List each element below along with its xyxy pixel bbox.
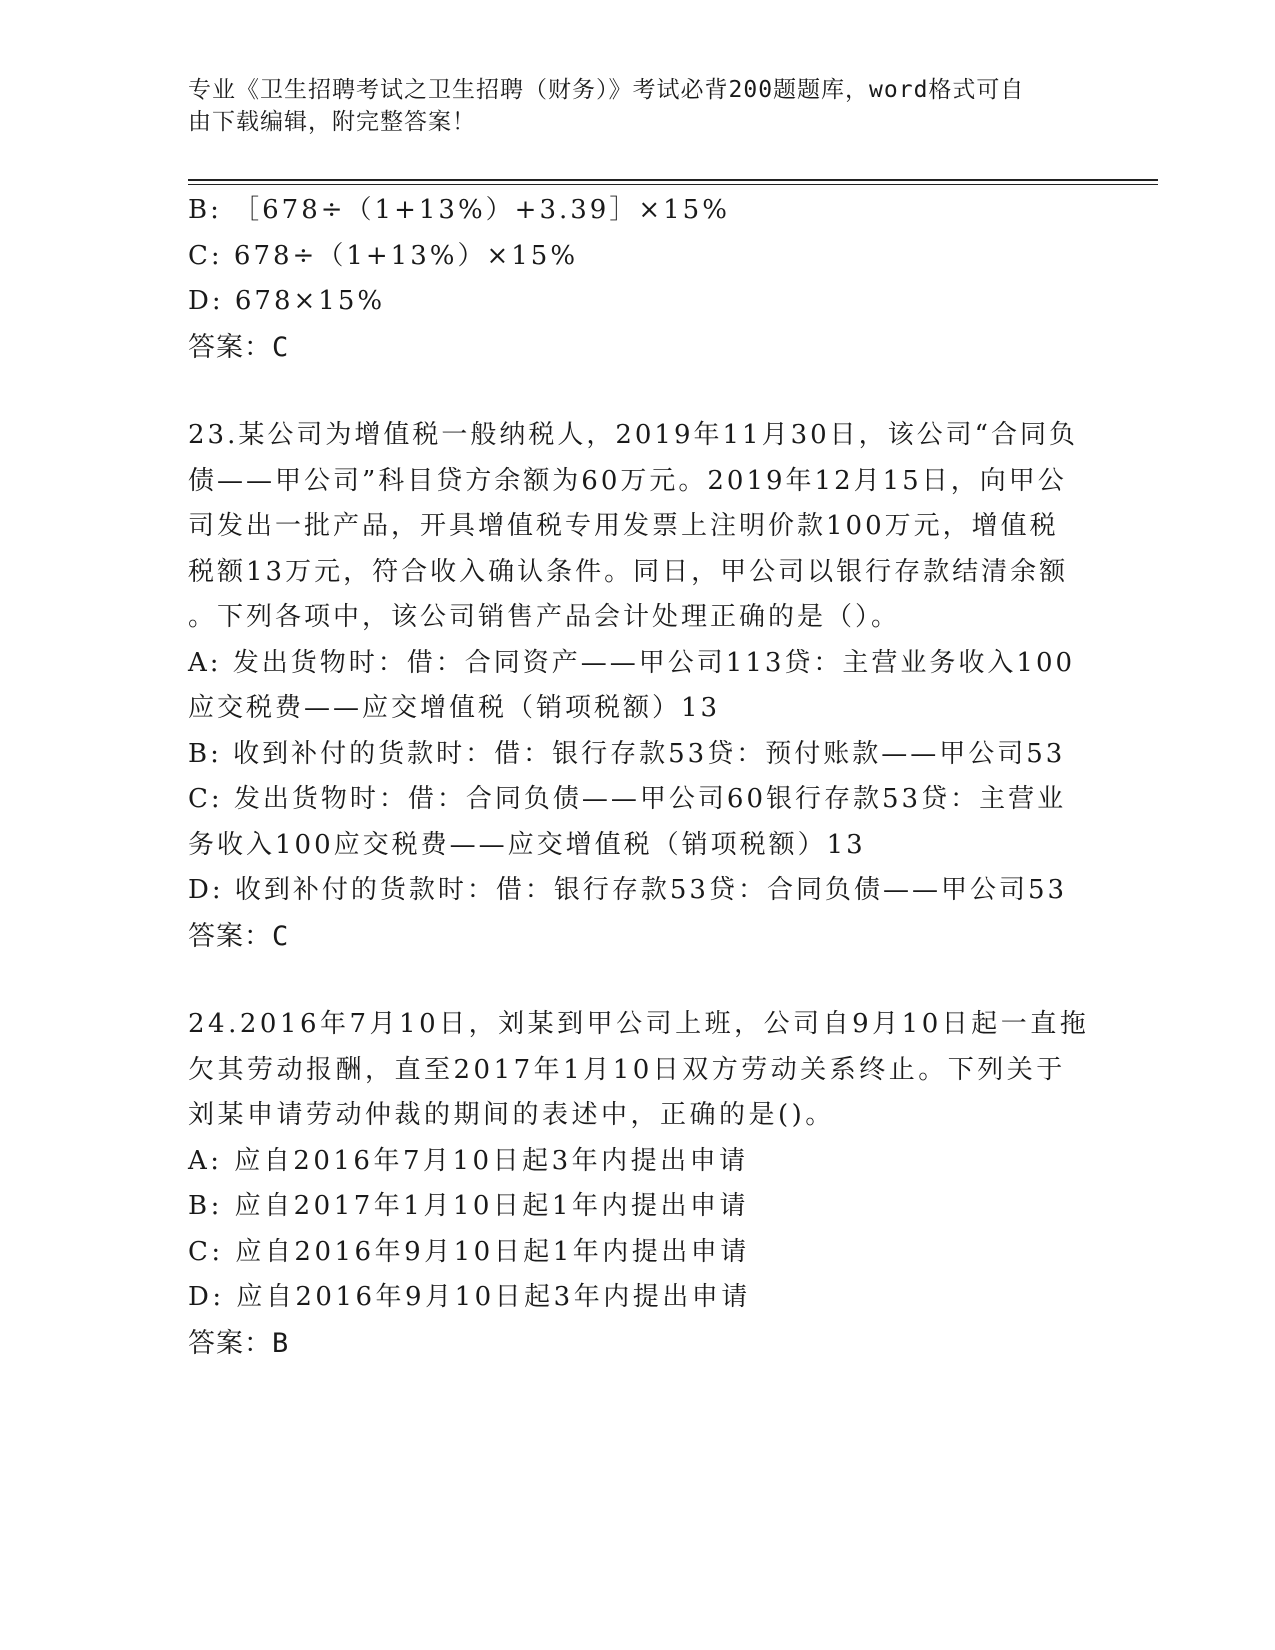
page-header [188, 74, 1088, 138]
answer-line: 答案：C [188, 920, 290, 952]
option-a: A: 应自2016年7月10日起3年内提出申请 [188, 1145, 749, 1176]
question-stem-line: 23.某公司为增值税一般纳税人，2019年11月30日，该公司“合同负 [188, 420, 1078, 450]
question-stem-line: 24.2016年7月10日，刘某到甲公司上班，公司自9月10日起一直拖 [188, 1009, 1090, 1039]
answer-line: 答案：B [188, 1327, 290, 1359]
option-b: B: ［678÷（1+13%）+3.39］×15% [188, 195, 730, 225]
question-24 [188, 1002, 1088, 1366]
option-b: B: 收到补付的货款时：借：银行存款53贷：预付账款——甲公司53 [188, 738, 1066, 769]
option-a-continued: 应交税费——应交增值税（销项税额）13 [188, 693, 721, 723]
answer-line: 答案：C [188, 331, 290, 363]
header-divider-thin [188, 184, 1158, 185]
question-stem-line: 司发出一批产品，开具增值税专用发票上注明价款100万元，增值税 [188, 511, 1059, 541]
header-divider-thick [188, 179, 1158, 181]
option-d: D: 收到补付的货款时：借：银行存款53贷：合同负债——甲公司53 [188, 875, 1068, 905]
option-c: C: 678÷（1+13%）×15% [188, 240, 579, 271]
option-c: C: 发出货物时：借：合同负债——甲公司60银行存款53贷：主营业 [188, 784, 1067, 814]
header-line-2: 由下载编辑，附完整答案！ [188, 109, 476, 135]
question-stem-line: 税额13万元，符合收入确认条件。同日，甲公司以银行存款结清余额 [188, 556, 1069, 587]
question-23 [188, 413, 1088, 959]
question-22-continued [188, 188, 1088, 370]
option-c-continued: 务收入100应交税费——应交增值税（销项税额）13 [188, 829, 866, 860]
option-d: D: 678×15% [188, 286, 386, 316]
header-line-1: 专业《卫生招聘考试之卫生招聘（财务）》考试必背200题题库，word格式可自 [188, 77, 1025, 103]
option-d: D: 应自2016年9月10日起3年内提出申请 [188, 1282, 751, 1312]
question-stem-line: 刘某申请劳动仲裁的期间的表述中，正确的是()。 [188, 1100, 835, 1130]
question-stem-line: 。下列各项中，该公司销售产品会计处理正确的是（）。 [188, 602, 901, 632]
spacer [188, 370, 1088, 413]
question-stem-line: 欠其劳动报酬，直至2017年1月10日双方劳动关系终止。下列关于 [188, 1054, 1066, 1085]
option-a: A: 发出货物时：借：合同资产——甲公司113贷：主营业务收入100 [188, 647, 1076, 678]
question-stem-line: 债——甲公司”科目贷方余额为60万元。2019年12月15日，向甲公 [188, 465, 1067, 496]
option-b: B: 应自2017年1月10日起1年内提出申请 [188, 1191, 749, 1221]
option-c: C: 应自2016年9月10日起1年内提出申请 [188, 1236, 750, 1267]
document-body [188, 188, 1088, 1366]
spacer [188, 959, 1088, 1002]
